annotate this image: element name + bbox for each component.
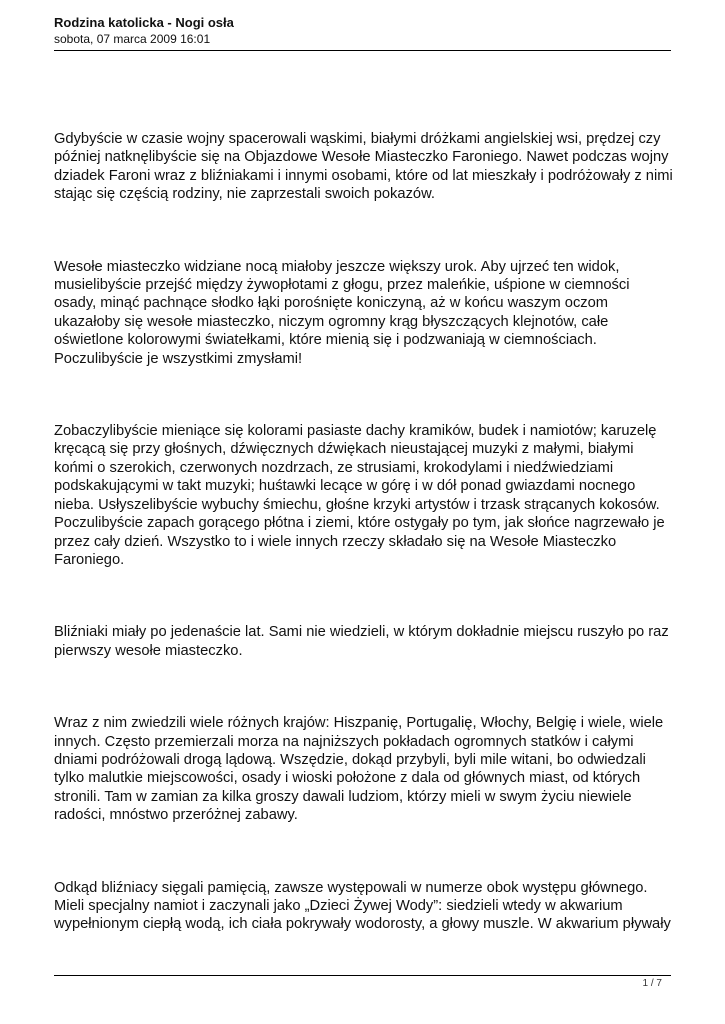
- article-paragraph: Gdybyście w czasie wojny spacerowali wąskimi, białymi dróżkami angielskiej wsi, prędzej czy później natknęlibyście się na Objazdowe Wesołe Miasteczko Faroniego. Nawet podczas wojny dziadek Faroni wraz z bliźniakami i innymi osobami, które od lat mieszkały i podróżowały z nimi stając się częścią rodziny, nie zaprzestali swoich pokazów.: [54, 131, 673, 203]
- article-title: Rodzina katolicka - Nogi osła: [54, 15, 234, 30]
- header-divider: [54, 50, 671, 51]
- article-paragraph: Bliźniaki miały po jedenaście lat. Sami nie wiedzieli, w którym dokładnie miejscu ruszyło po raz pierwszy wesołe miasteczko.: [54, 624, 669, 659]
- page-header: [54, 14, 685, 47]
- footer-divider: [54, 975, 671, 976]
- article-body: [54, 130, 674, 934]
- page-number: 1 / 7: [642, 978, 662, 989]
- article-paragraph: Wraz z nim zwiedzili wiele różnych krajów: Hiszpanię, Portugalię, Włochy, Belgię i wiele, wiele innych. Często przemierzali morza na najniższych pokładach ogromnych statków i całymi dniami podróżowali drogą lądową. Wszędzie, dokąd przybyli, byli mile witani, bo odwiedzali tylko malutkie miejscowości, osady i wioski położone z dala od głównych miast, od których stronili. Tam w zamian za kilka groszy dawali ludziom, którzy mieli w swym życiu niewiele radości, mnóstwo przeróżnej zabawy.: [54, 715, 664, 824]
- article-date: sobota, 07 marca 2009 16:01: [54, 32, 211, 46]
- article-paragraph: Wesołe miasteczko widziane nocą miałoby jeszcze większy urok. Aby ujrzeć ten widok, musielibyście przejść między żywopłotami z głogu, przez maleńkie, uśpione w ciemności osady, minąć pachnące słodko łąki porośnięte koniczyną, aż w końcu waszym oczom ukazałoby się wesołe miasteczko, niczym ogromny krąg błyszczących klejnotów, całe oświetlone kolorowymi światełkami, które mienią się i podzwaniają w ciemnościach. Poczulibyście je wszystkimi zmysłami!: [54, 258, 630, 367]
- article-paragraph: Odkąd bliźniacy sięgali pamięcią, zawsze występowali w numerze obok występu głównego. Mieli specjalny namiot i zaczynali jako „Dzieci Żywej Wody”: siedzieli wtedy w akwarium wypełnionym ciepłą wodą, ich ciała pokrywały wodorosty, a głowy muszle. W akwarium pływały: [54, 879, 671, 933]
- article-paragraph: Zobaczylibyście mieniące się kolorami pasiaste dachy kramików, budek i namiotów; karuzelę kręcącą się przy głośnych, dźwięcznych dźwiękach nieustającej muzyki z małymi, białymi końmi o szerokich, czerwonych nozdrzach, ze strusiami, krokodylami i niedźwiedziami podskakującymi w takt muzyki; huśtawki lecące w górę i w dół ponad gwiazdami nocnego nieba. Usłyszelibyście wybuchy śmiechu, głośne krzyki artystów i trzask strącanych kokosów. Poczulibyście zapach gorącego płótna i ziemi, które ostygały po tym, jak słońce nagrzewało je przez cały dzień. Wszystko to i wiele innych rzeczy składało się na Wesołe Miasteczko Faroniego.: [54, 423, 665, 568]
